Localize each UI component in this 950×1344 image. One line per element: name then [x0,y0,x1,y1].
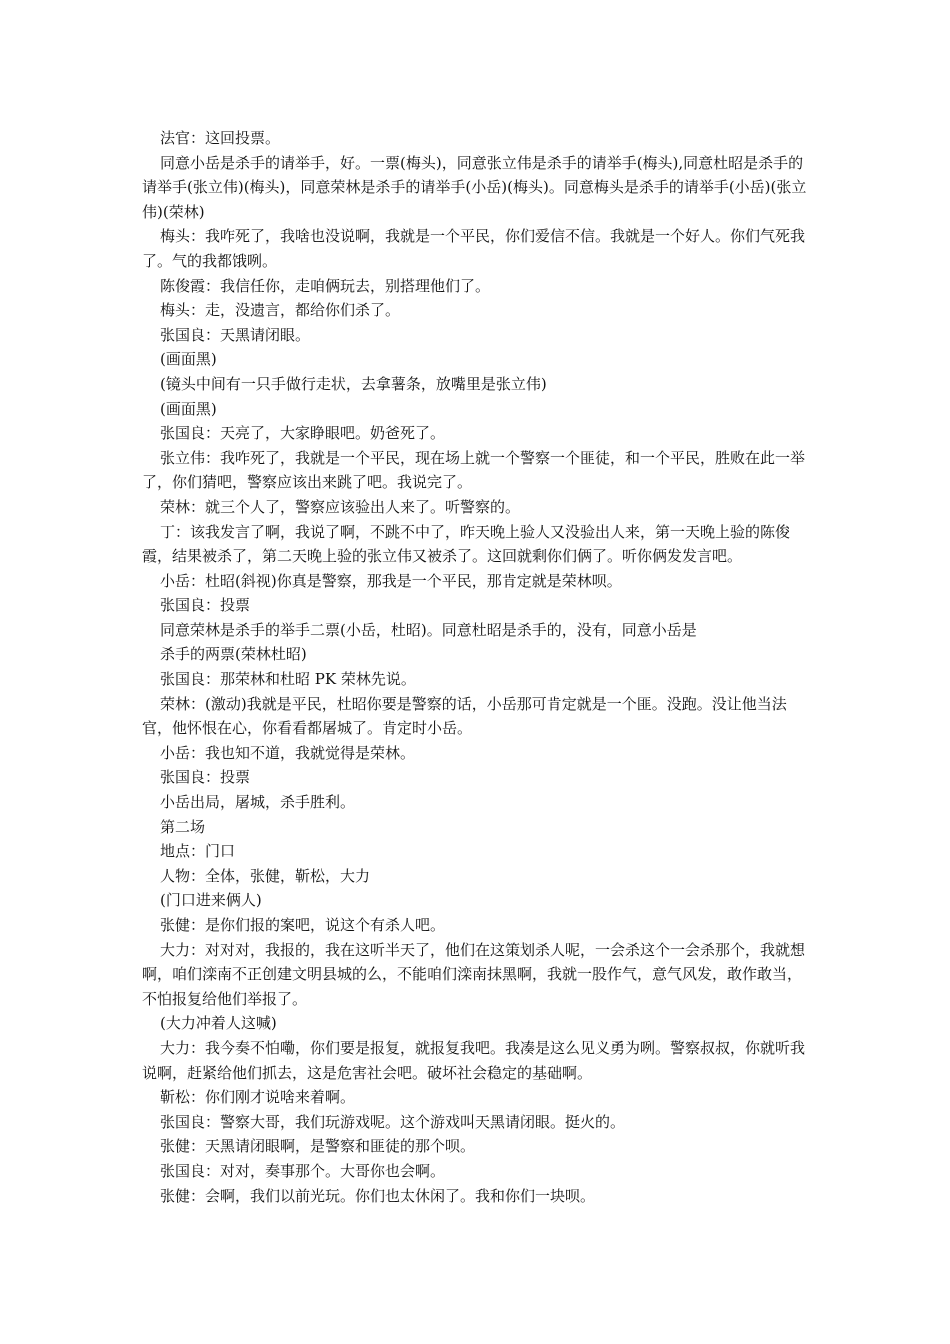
paragraph: 张健：是你们报的案吧，说这个有杀人吧。 [160,916,446,934]
document-body [142,126,810,1208]
paragraph: 法官：这回投票。 [160,129,281,147]
paragraph: 荣林：(激动)我就是平民，杜昭你要是警察的话，小岳那可肯定就是一个匪。没跑。没让他当法官，他怀恨在心，你看看都屠城了。肯定时小岳。 [142,694,787,738]
paragraph: 陈俊霞：我信任你，走咱俩玩去，别搭理他们了。 [160,276,491,295]
paragraph: 靳松：你们刚才说啥来着啊。 [160,1088,356,1107]
paragraph: 杀手的两票(荣林杜昭) [160,645,307,664]
paragraph: 张立伟：我咋死了，我就是一个平民，现在场上就一个警察一个匪徒，和一个平民，胜败在此一举了，你们猜吧，警察应该出来跳了吧。我说完了。 [142,448,806,492]
paragraph: 小岳出局，屠城，杀手胜利。 [160,793,356,812]
paragraph: (镜头中间有一只手做行走状，去拿薯条，放嘴里是张立伟) [160,374,547,393]
paragraph: 小岳：杜昭(斜视)你真是警察，那我是一个平民，那肯定就是荣林呗。 [160,571,622,590]
paragraph: 张国良：投票 [160,768,251,787]
paragraph: 第二场 [160,817,206,836]
paragraph: 张国良：投票 [160,596,251,615]
paragraph: (画面黑) [160,399,217,418]
paragraph: 张国良：对对，奏事那个。大哥你也会啊。 [160,1161,446,1180]
paragraph: 大力：对对对，我报的，我在这听半天了，他们在这策划杀人呢，一会杀这个一会杀那个，我就想啊，咱们滦南不正创建文明县城的么，不能咱们滦南抹黑啊，我就一股作气，意气风发，敢作敢当，不怕报复给他们举报了。 [142,940,806,1008]
paragraph: 张国良：那荣林和杜昭 PK 荣林先说。 [160,670,416,689]
paragraph: 地点：门口 [160,842,236,861]
paragraph: 同意小岳是杀手的请举手，好。一票(梅头)，同意张立伟是杀手的请举手(梅头),同意杜昭是杀手的请举手(张立伟)(梅头)，同意荣林是杀手的请举手(小岳)(梅头)。同意梅头是杀手的请举手(小岳)(张立伟)(荣林) [142,153,807,221]
paragraph: 荣林：就三个人了，警察应该验出人来了。听警察的。 [160,497,521,516]
paragraph: 张国良：天亮了，大家睁眼吧。奶爸死了。 [160,424,446,443]
paragraph: (门口进来俩人) [160,891,262,910]
paragraph: 人物：全体，张健，靳松，大力 [160,866,371,885]
paragraph: (画面黑) [160,350,217,369]
paragraph: 张国良：天黑请闭眼。 [160,325,311,344]
paragraph: 梅头：我咋死了，我啥也没说啊，我就是一个平民，你们爱信不信。我就是一个好人。你们气死我了。气的我都饿咧。 [142,227,806,270]
paragraph: (大力冲着人这喊) [160,1014,277,1033]
paragraph: 张健：天黑请闭眼啊，是警察和匪徒的那个呗。 [160,1137,476,1156]
paragraph: 大力：我今奏不怕嘞，你们要是报复，就报复我吧。我凑是这么见义勇为咧。警察叔叔，你就听我说啊，赶紧给他们抓去，这是危害社会吧。破坏社会稳定的基础啊。 [142,1038,806,1082]
paragraph: 丁：该我发言了啊，我说了啊，不跳不中了，昨天晚上验人又没验出人来，第一天晚上验的陈俊霞，结果被杀了，第二天晚上验的张立伟又被杀了。这回就剩你们俩了。听你俩发发言吧。 [142,522,791,566]
paragraph: 张国良：警察大哥，我们玩游戏呢。这个游戏叫天黑请闭眼。挺火的。 [160,1112,626,1131]
paragraph: 梅头：走，没遗言，都给你们杀了。 [160,301,401,320]
paragraph: 张健：会啊，我们以前光玩。你们也太休闲了。我和你们一块呗。 [160,1186,596,1205]
paragraph: 小岳：我也知不道，我就觉得是荣林。 [160,743,416,762]
paragraph: 同意荣林是杀手的举手二票(小岳，杜昭)。同意杜昭是杀手的，没有，同意小岳是 [160,620,697,639]
